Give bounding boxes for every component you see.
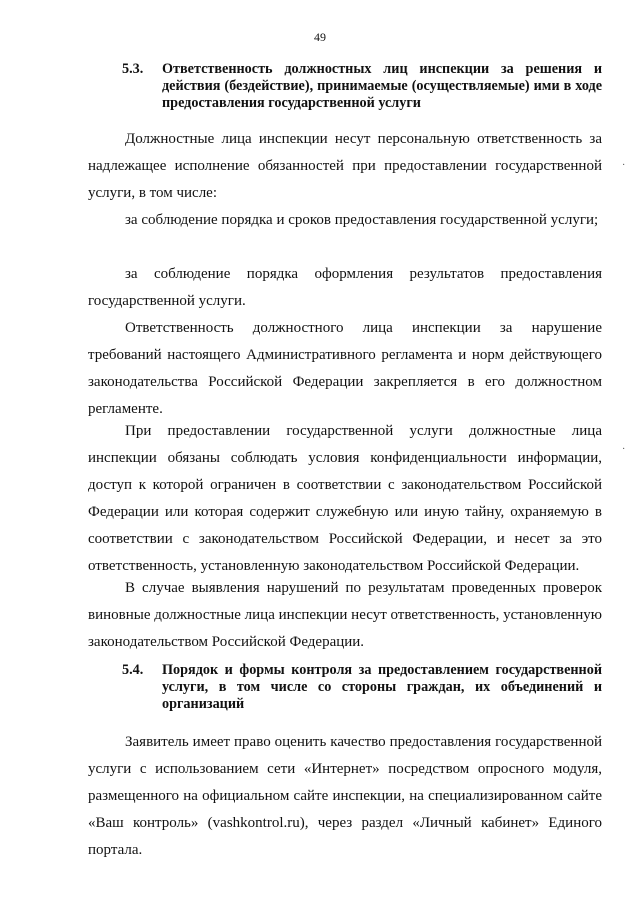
paragraph: Заявитель имеет право оценить качество предоставления государственной услуги с использованием сети «Интернет» посредством опросного модуля, размещенного на официальном сайте инспекции, на специализированном сайте «Ваш контроль» (vashkontrol.ru), через раздел «Личный кабинет» Единого портала.: [88, 734, 602, 858]
paragraph: за соблюдение порядка и сроков предоставления государственной услуги;: [125, 212, 599, 228]
paragraph: за соблюдение порядка оформления результатов предоставления государственной услуги.: [88, 266, 602, 309]
paragraph: Ответственность должностного лица инспекции за нарушение требований настоящего Административного регламента и норм действующего законодательства Российской Федерации закрепляется в его должностном регламенте.: [88, 320, 602, 417]
scan-artifact-mark: ·: [622, 444, 626, 455]
paragraph: В случае выявления нарушений по результатам проведенных проверок виновные должностные лица инспекции несут ответственность, установленную законодательством Российской Федерации.: [88, 580, 602, 650]
section-title: Ответственность должностных лиц инспекции за решения и действия (бездействие), принимаемые (осуществляемые) ими в ходе предоставления государственной услуги: [162, 61, 602, 111]
page-number: 49: [314, 30, 326, 44]
section-number: 5.3.: [122, 61, 144, 77]
section-heading-5-4: [88, 662, 602, 713]
section-number: 5.4.: [122, 662, 144, 678]
section-heading-5-3: [88, 61, 602, 112]
paragraph: При предоставлении государственной услуги должностные лица инспекции обязаны соблюдать условия конфиденциальности информации, доступ к которой ограничен в соответствии с законодательством Российской Федерации или которая содержит служебную или иную тайну, охраняемую в соответствии с законодательством Российской Федерации, и несет за это ответственность, установленную законодательством Российской Федерации.: [88, 423, 602, 574]
paragraph: Должностные лица инспекции несут персональную ответственность за надлежащее исполнение обязанностей при предоставлении государственной услуги, в том числе:: [88, 131, 602, 201]
section-title: Порядок и формы контроля за предоставлением государственной услуги, в том числе со стороны граждан, их объединений и организаций: [162, 662, 602, 712]
scan-artifact-mark: ·: [622, 160, 626, 171]
